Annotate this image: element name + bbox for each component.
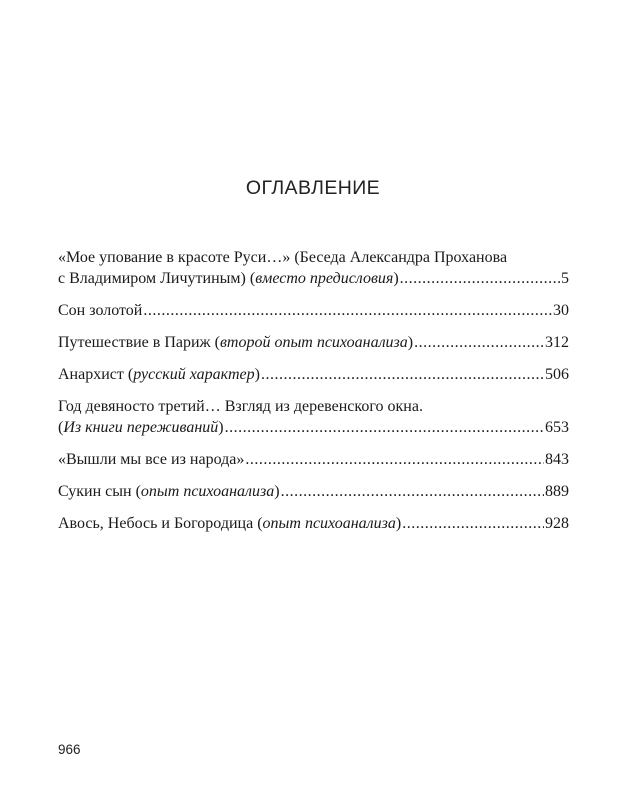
dot-leader xyxy=(261,364,544,385)
toc-entry-leader-line xyxy=(58,449,569,470)
toc-entry-leader-line xyxy=(58,364,569,385)
toc-entry-title xyxy=(58,364,260,385)
toc-text: ) xyxy=(218,419,224,436)
toc-entry-title-line-1: «Мое упование в красоте Руси…» (Беседа Александра Проханова xyxy=(58,249,508,266)
toc-entry-title-line-1: Год девяносто третий… Взгляд из деревенского окна. xyxy=(58,398,423,415)
toc-text: ( xyxy=(58,419,64,436)
page-number: 966 xyxy=(58,742,81,757)
dot-leader xyxy=(281,481,544,502)
toc-text: ) xyxy=(254,366,260,383)
toc-entry-title-line-2 xyxy=(58,417,224,438)
toc-page-number: 653 xyxy=(545,419,569,436)
toc-text: Сукин сын ( xyxy=(58,483,141,500)
toc-entry-title xyxy=(58,481,280,502)
toc-entry-leader-line xyxy=(58,268,569,289)
toc-entry-2[interactable] xyxy=(58,300,569,321)
toc-entry-leader-line xyxy=(58,417,569,438)
toc-entry-4[interactable] xyxy=(58,364,569,385)
dot-leader xyxy=(402,513,544,534)
toc-entry-title-line-2 xyxy=(58,268,399,289)
toc-page-number: 889 xyxy=(545,483,569,500)
toc-entry-8[interactable] xyxy=(58,513,569,534)
toc-entry-7[interactable] xyxy=(58,481,569,502)
toc-entry-3[interactable] xyxy=(58,332,569,353)
toc-page-number: 928 xyxy=(545,515,569,532)
toc-text: ) xyxy=(274,483,280,500)
toc-entry-6[interactable] xyxy=(58,449,569,470)
toc-subtitle-italic: опыт психоанализа xyxy=(140,483,275,500)
toc-page-number: 506 xyxy=(545,366,569,383)
toc-page-number: 312 xyxy=(545,334,569,351)
toc-text: ) xyxy=(407,334,414,351)
toc-page-number: 30 xyxy=(553,302,569,319)
toc-subtitle-italic: второй опыт психоанализа xyxy=(219,334,408,351)
toc-text: с Владимиром Личутиным) ( xyxy=(58,270,256,287)
toc-entry-1[interactable] xyxy=(58,247,569,289)
dot-leader xyxy=(245,449,544,470)
toc-subtitle-italic: опыт психоанализа xyxy=(262,515,396,532)
toc-text: Анархист ( xyxy=(58,366,134,383)
toc-text: ) xyxy=(393,270,399,287)
toc-entry-title: Сон золотой xyxy=(58,302,143,319)
dot-leader xyxy=(400,268,560,289)
toc-page-number: 843 xyxy=(545,451,569,468)
toc-entry-leader-line xyxy=(58,481,569,502)
toc-text: ) xyxy=(395,515,402,532)
toc-subtitle-italic: русский характер xyxy=(133,366,255,383)
toc-entry-title: «Вышли мы все из народа» xyxy=(58,451,245,468)
page-title: ОГЛАВЛЕНИЕ xyxy=(245,177,381,199)
toc-entry-5[interactable] xyxy=(58,396,569,438)
toc-entry-leader-line xyxy=(58,332,569,353)
toc-entry-title xyxy=(58,513,401,534)
toc-subtitle-italic: Из книги переживаний xyxy=(63,419,219,436)
dot-leader xyxy=(414,332,544,353)
toc-subtitle-italic: вместо предисловия xyxy=(255,270,394,287)
toc-text: Путешествие в Париж ( xyxy=(58,334,220,351)
toc-entry-title xyxy=(58,332,413,353)
dot-leader xyxy=(143,300,552,321)
toc-page-number: 5 xyxy=(561,270,569,287)
toc-entry-leader-line xyxy=(58,300,569,321)
table-of-contents xyxy=(58,247,569,545)
toc-text: Авось, Небось и Богородица ( xyxy=(58,515,263,532)
dot-leader xyxy=(225,417,544,438)
toc-entry-leader-line xyxy=(58,513,569,534)
